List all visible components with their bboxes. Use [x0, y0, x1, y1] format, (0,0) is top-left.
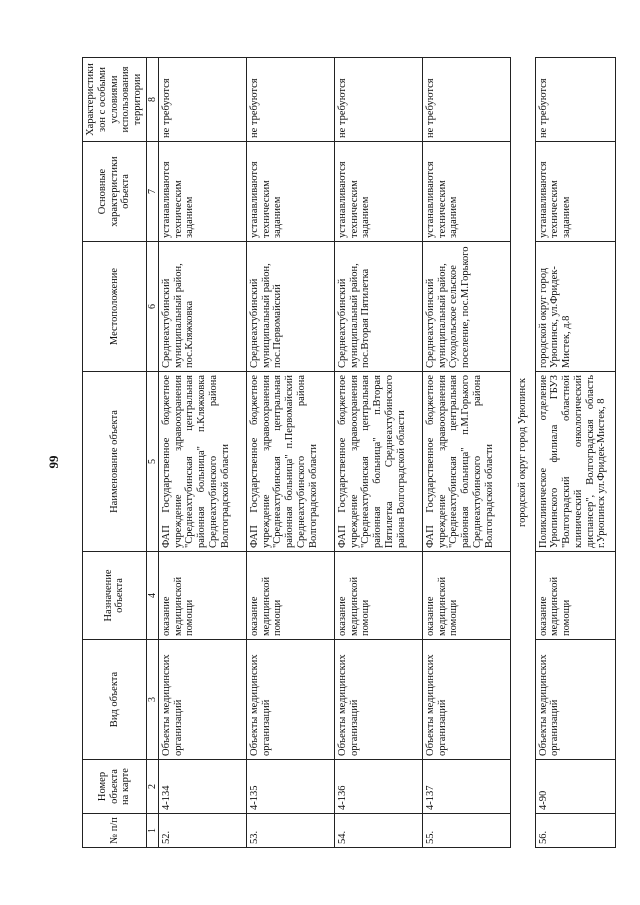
object-characteristics: устанавливаются техническим заданием [535, 142, 615, 242]
object-location: Среднеахтубинский муниципальный район, пос.Вторая Пятилетка [334, 242, 422, 372]
header-cell: Местоположение [83, 242, 147, 372]
object-purpose: оказание медицинской помощи [422, 552, 510, 640]
section-title: городской округ город Урюпинск [510, 58, 535, 848]
objects-table [82, 57, 616, 848]
object-characteristics: устанавливаются техническим заданием [158, 142, 246, 242]
column-number-row [146, 58, 158, 848]
object-characteristics: устанавливаются техническим заданием [334, 142, 422, 242]
object-name: ФАП Государственное бюджетное учреждение здравоохранения "Среднеахтубинская центральная районная больница" п.М.Горького Среднеахтубинского района Волгоградской области [422, 372, 510, 552]
column-number: 3 [146, 640, 158, 760]
table-row [334, 58, 422, 848]
column-number: 8 [146, 58, 158, 142]
object-kind: Объекты медицинских организаций [422, 640, 510, 760]
object-kind: Объекты медицинских организаций [334, 640, 422, 760]
table-row [422, 58, 510, 848]
row-index: 55. [422, 814, 510, 848]
object-location: Среднеахтубинский муниципальный район, пос.Кляжковка [158, 242, 246, 372]
object-location: городской округ город Урюпинск, ул.Фридек-Мистек, д.8 [535, 242, 615, 372]
header-cell: Назначение объекта [83, 552, 147, 640]
row-index: 54. [334, 814, 422, 848]
table-row [158, 58, 246, 848]
column-number: 1 [146, 814, 158, 848]
section-row [510, 58, 535, 848]
header-cell: Характеристики зон с особыми условиями использования территории [83, 58, 147, 142]
object-purpose: оказание медицинской помощи [535, 552, 615, 640]
object-kind: Объекты медицинских организаций [246, 640, 334, 760]
object-kind: Объекты медицинских организаций [535, 640, 615, 760]
object-purpose: оказание медицинской помощи [334, 552, 422, 640]
row-index: 56. [535, 814, 615, 848]
table-row [246, 58, 334, 848]
object-purpose: оказание медицинской помощи [246, 552, 334, 640]
object-name: ФАП Государственное бюджетное учреждение здравоохранения "Среднеахтубинская центральная районная больница" п.Вторая Пятилетка Среднеахтубинского района Волгоградской области [334, 372, 422, 552]
object-characteristics: устанавливаются техническим заданием [246, 142, 334, 242]
header-cell: Номер объекта на карте [83, 760, 147, 814]
zone-characteristics: не требуются [246, 58, 334, 142]
map-number: 4-137 [422, 760, 510, 814]
zone-characteristics: не требуются [535, 58, 615, 142]
header-cell: Наименование объекта [83, 372, 147, 552]
map-number: 4-90 [535, 760, 615, 814]
object-location: Среднеахтубинский муниципальный район, Суходольское сельское поселение, пос.М.Горького [422, 242, 510, 372]
row-index: 52. [158, 814, 246, 848]
map-number: 4-135 [246, 760, 334, 814]
zone-characteristics: не требуются [422, 58, 510, 142]
object-name: Поликлиническое отделение Урюпинского филиала ГБУЗ "Волгоградский областной клинический онкологический диспансер", Волгоградская область г.Урюпинск ул.Фридек-Мистек, 8 [535, 372, 615, 552]
row-index: 53. [246, 814, 334, 848]
page-number: 99 [46, 455, 61, 469]
zone-characteristics: не требуются [158, 58, 246, 142]
map-number: 4-136 [334, 760, 422, 814]
object-name: ФАП Государственное бюджетное учреждение здравоохранения "Среднеахтубинская центральная районная больница" п.Первомайский Среднеахтубинского района Волгоградской области [246, 372, 334, 552]
header-cell: Вид объекта [83, 640, 147, 760]
header-cell: № п/п [83, 814, 147, 848]
table-row [535, 58, 615, 848]
column-number: 4 [146, 552, 158, 640]
rotated-table-container [82, 58, 608, 848]
map-number: 4-134 [158, 760, 246, 814]
object-kind: Объекты медицинских организаций [158, 640, 246, 760]
object-purpose: оказание медицинской помощи [158, 552, 246, 640]
object-location: Среднеахтубинский муниципальный район, пос.Первомайский [246, 242, 334, 372]
object-name: ФАП Государственное бюджетное учреждение здравоохранения "Среднеахтубинская центральная районная больница" п.Кляжковка Среднеахтубинского района Волгоградской области [158, 372, 246, 552]
column-number: 7 [146, 142, 158, 242]
object-characteristics: устанавливаются техническим заданием [422, 142, 510, 242]
zone-characteristics: не требуются [334, 58, 422, 142]
header-row [83, 58, 147, 848]
column-number: 5 [146, 372, 158, 552]
column-number: 6 [146, 242, 158, 372]
column-number: 2 [146, 760, 158, 814]
header-cell: Основные характеристики объекта [83, 142, 147, 242]
